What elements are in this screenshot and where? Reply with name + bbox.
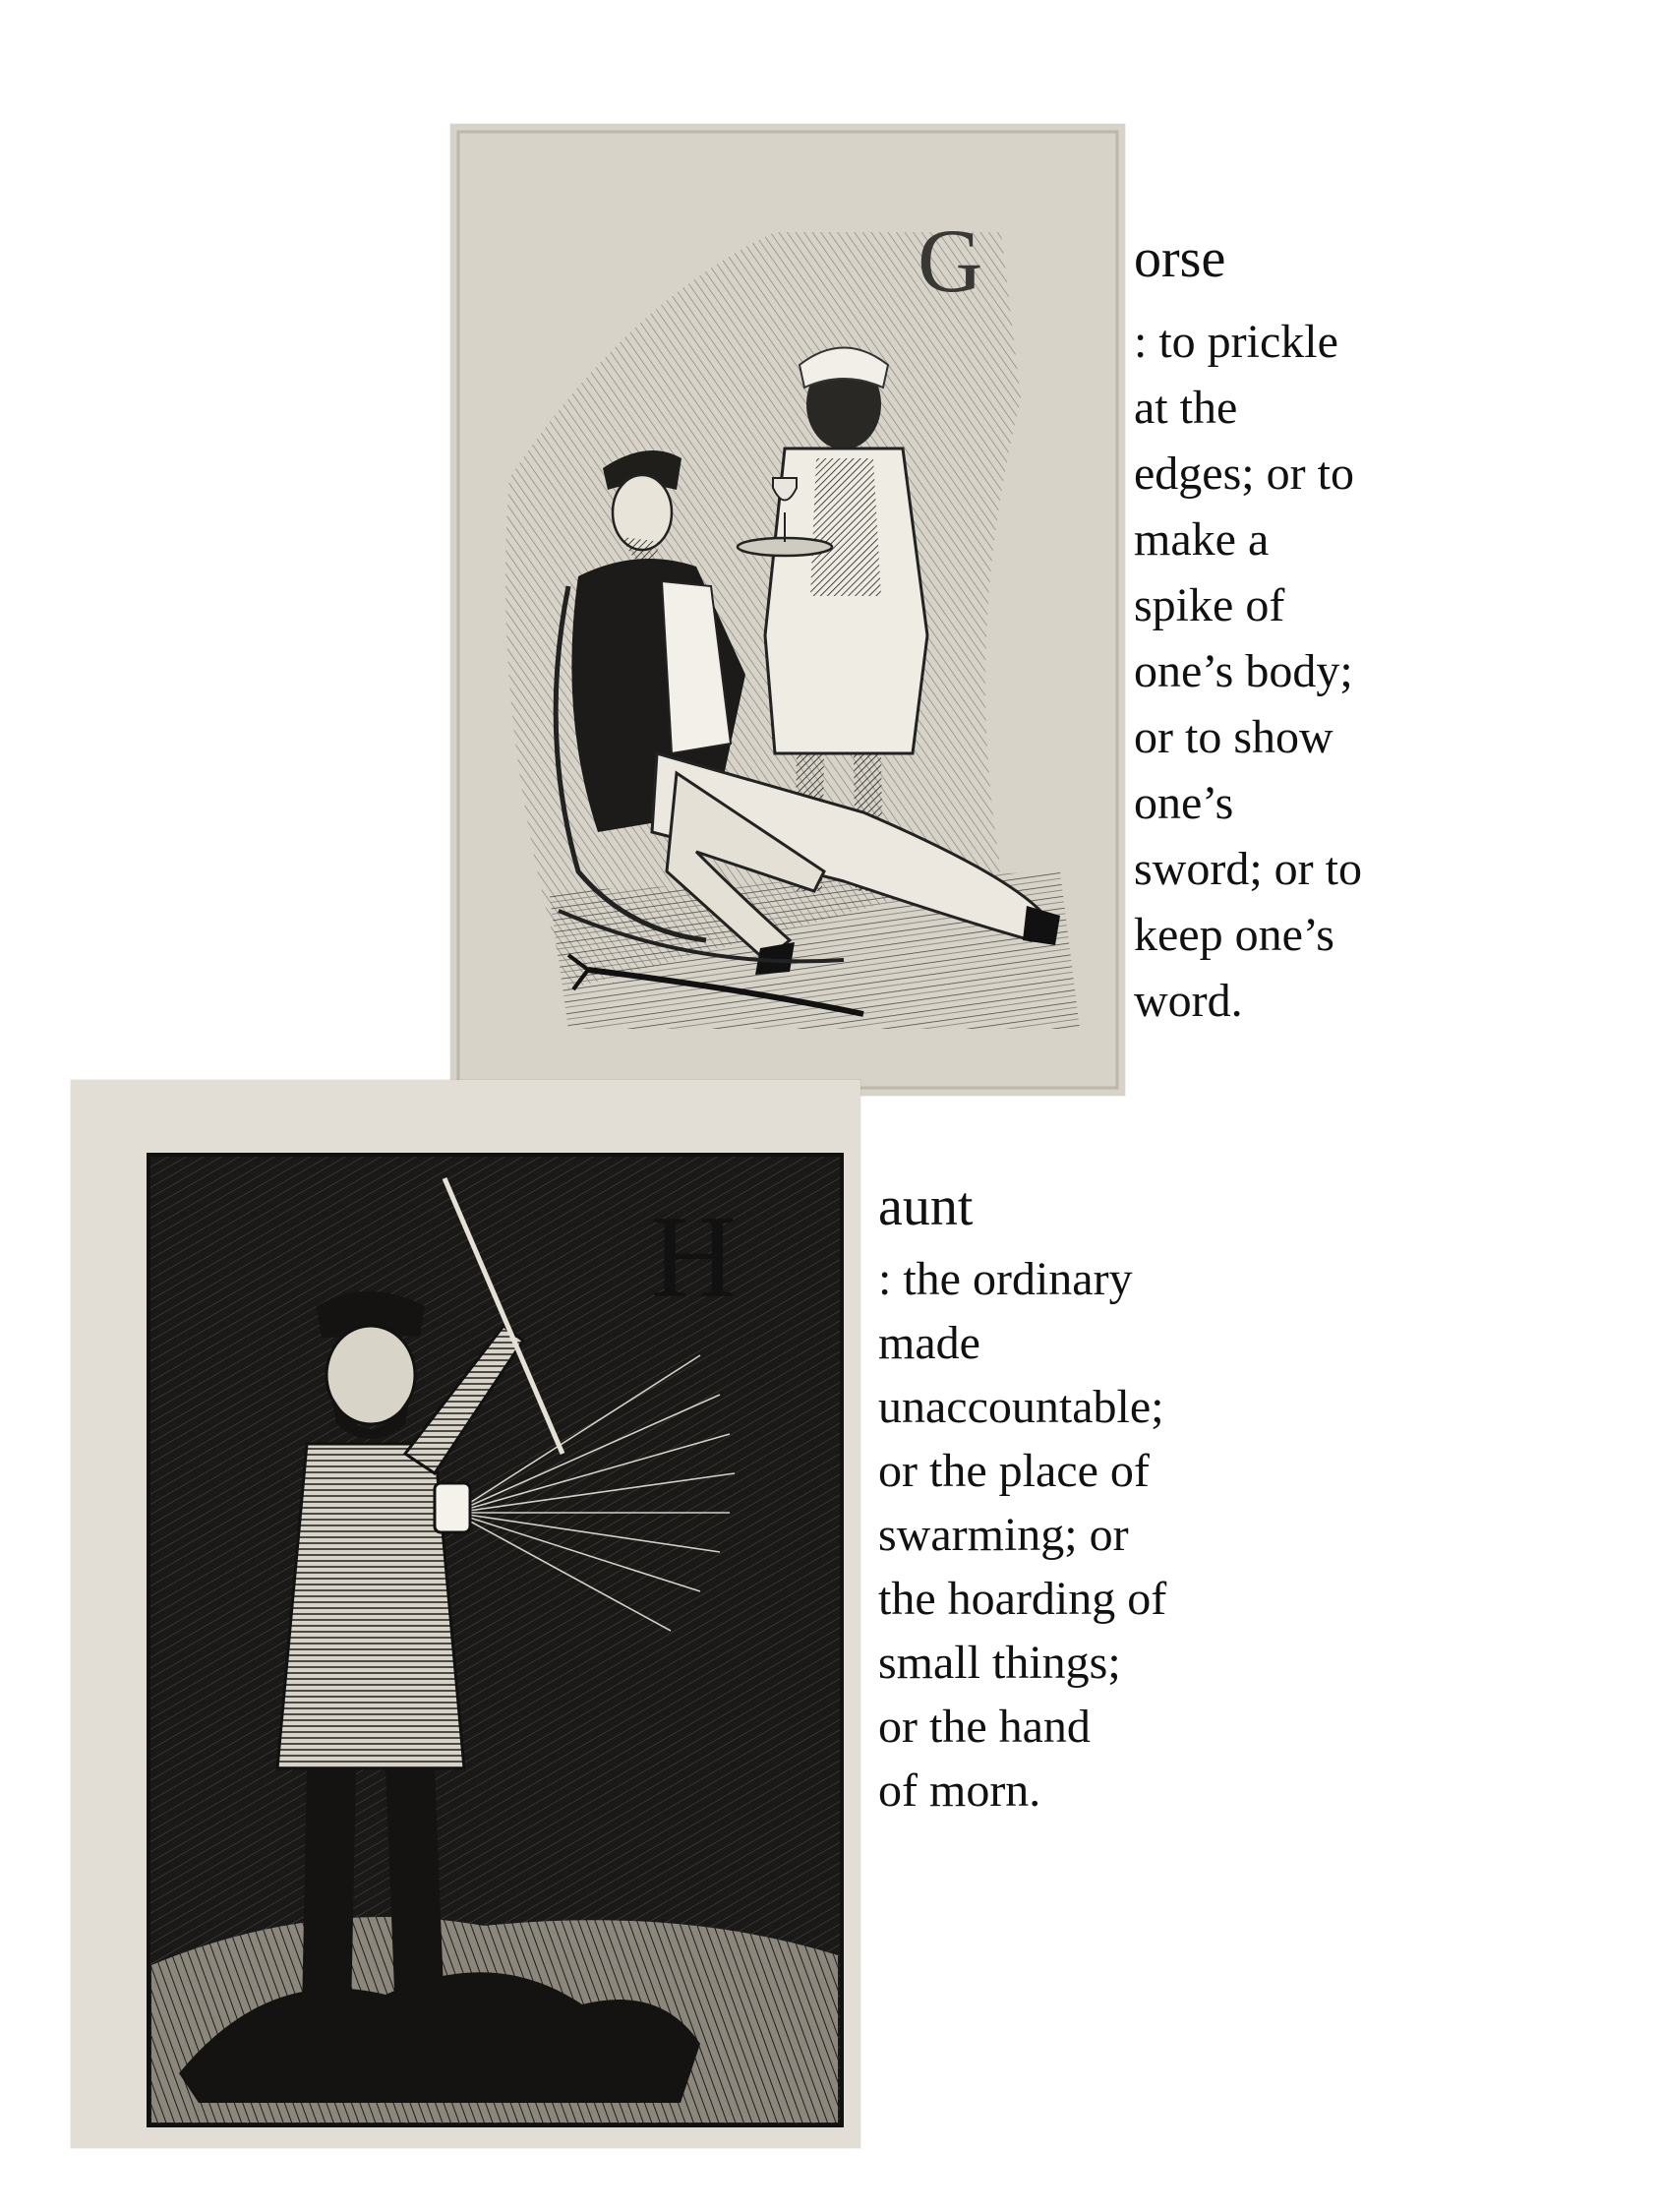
definition-g: : to prickle at the edges; or to make a spike of one’s body; or to show one’s sword; or to keep one’s word. xyxy=(1134,316,1362,1027)
illustration-card-h xyxy=(71,1080,860,2148)
dictionary-entry-g xyxy=(1134,228,1429,1034)
definition-h: : the ordinary made unaccountable; or the place of swarming; or the hoarding of small things; or the hand of morn. xyxy=(878,1253,1167,1817)
engraving-lantern-illustration xyxy=(71,1080,860,2148)
engraved-initial-g: G xyxy=(918,210,983,311)
illustration-card-g xyxy=(450,124,1125,1096)
headword-h: aunt xyxy=(878,1176,974,1237)
engraved-initial-h: H xyxy=(651,1191,737,1322)
dictionary-entry-h xyxy=(878,1176,1291,1823)
headword-g: orse xyxy=(1134,228,1226,289)
engraving-officer-illustration xyxy=(450,124,1125,1096)
